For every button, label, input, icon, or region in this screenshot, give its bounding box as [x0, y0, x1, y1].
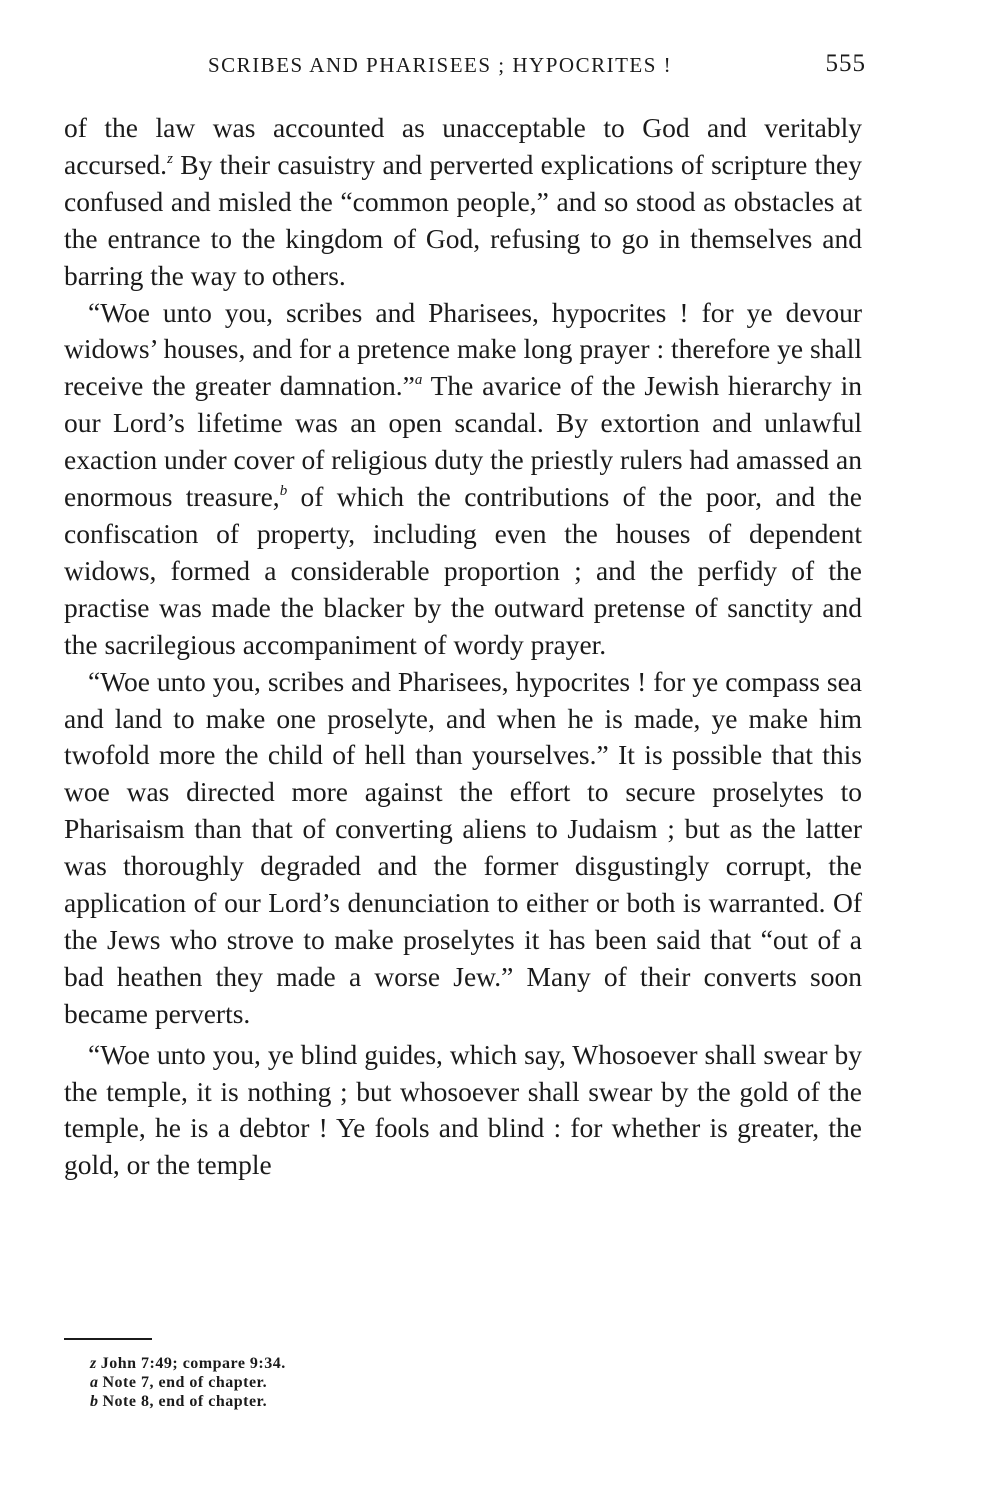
footnote-rule [64, 1338, 152, 1340]
footnote-mark: b [90, 1393, 99, 1410]
paragraph-1-text-a: of the law was accounted as unacceptable to God and veritably accursed. [64, 112, 862, 180]
footnotes [90, 1354, 690, 1411]
page-number: 555 [825, 50, 866, 77]
footnote-mark: z [90, 1355, 97, 1372]
paragraph-3: “Woe unto you, scribes and Pharisees, hypocrites ! for ye compass sea and land to make one proselyte, and when he is made, ye make him twofold more the child of hell than yourselves.” It is possible that this woe was directed more against the effort to secure proselytes to Pharisaism than that of converting aliens to Judaism ; but as the latter was thoroughly degraded and the former disgustingly corrupt, the application of our Lord’s denunciation to either or both is warranted. Of the Jews who strove to make proselytes it has been said that “out of a bad heathen they made a worse Jew.” Many of their converts soon became perverts. [64, 665, 862, 1029]
footnote-text: Note 7, end of chapter. [102, 1374, 268, 1391]
footnote-b [90, 1392, 690, 1411]
footnote-a [90, 1373, 690, 1392]
footnote-z [90, 1354, 690, 1373]
paragraph-2-text-c: of which the contributions of the poor, and the confiscation of property, including even the houses of dependent widows, formed a considerable proportion ; and the perfidy of the practise was made the blacker by the outward pretense of sanctity and the sacrilegious accompaniment of wordy prayer. [64, 481, 862, 660]
footnote-ref-b: b [279, 483, 288, 500]
footnote-mark: a [90, 1374, 99, 1391]
paragraph-1 [64, 110, 862, 295]
footnote-ref-z: z [167, 150, 173, 167]
running-title: SCRIBES AND PHARISEES ; HYPOCRITES ! [208, 53, 673, 77]
paragraph-4: “Woe unto you, ye blind guides, which say, Whosoever shall swear by the temple, it is nothing ; but whosoever shall swear by the gold of the temple, he is a debtor ! Ye fools and blind : for whether is greater, the gold, or the temple [64, 1038, 862, 1181]
footnote-ref-a: a [414, 372, 423, 389]
footnote-text: Note 8, end of chapter. [102, 1393, 268, 1410]
paragraph-1-text-b: By their casuistry and perverted explications of scripture they confused and misled the “common people,” and so stood as obstacles at the entrance to the kingdom of God, refusing to go in themselves and barring the way to others. [64, 148, 862, 291]
paragraph-2-text-a: “Woe unto you, scribes and Pharisees, hypocrites ! for ye devour widows’ houses, and for a pretence make long prayer : therefore ye shall receive the greater damnation.” [64, 296, 862, 402]
paragraph-2-text-b: The avarice of the Jewish hierarchy in our Lord’s lifetime was an open scandal. By extortion and unlawful exaction under cover of religious duty the priestly rulers had amassed an enormous treasure, [64, 370, 863, 513]
running-head [66, 50, 866, 86]
paragraph-2 [64, 295, 862, 664]
footnote-text: John 7:49; compare 9:34. [100, 1355, 286, 1372]
body-text [64, 110, 862, 1184]
